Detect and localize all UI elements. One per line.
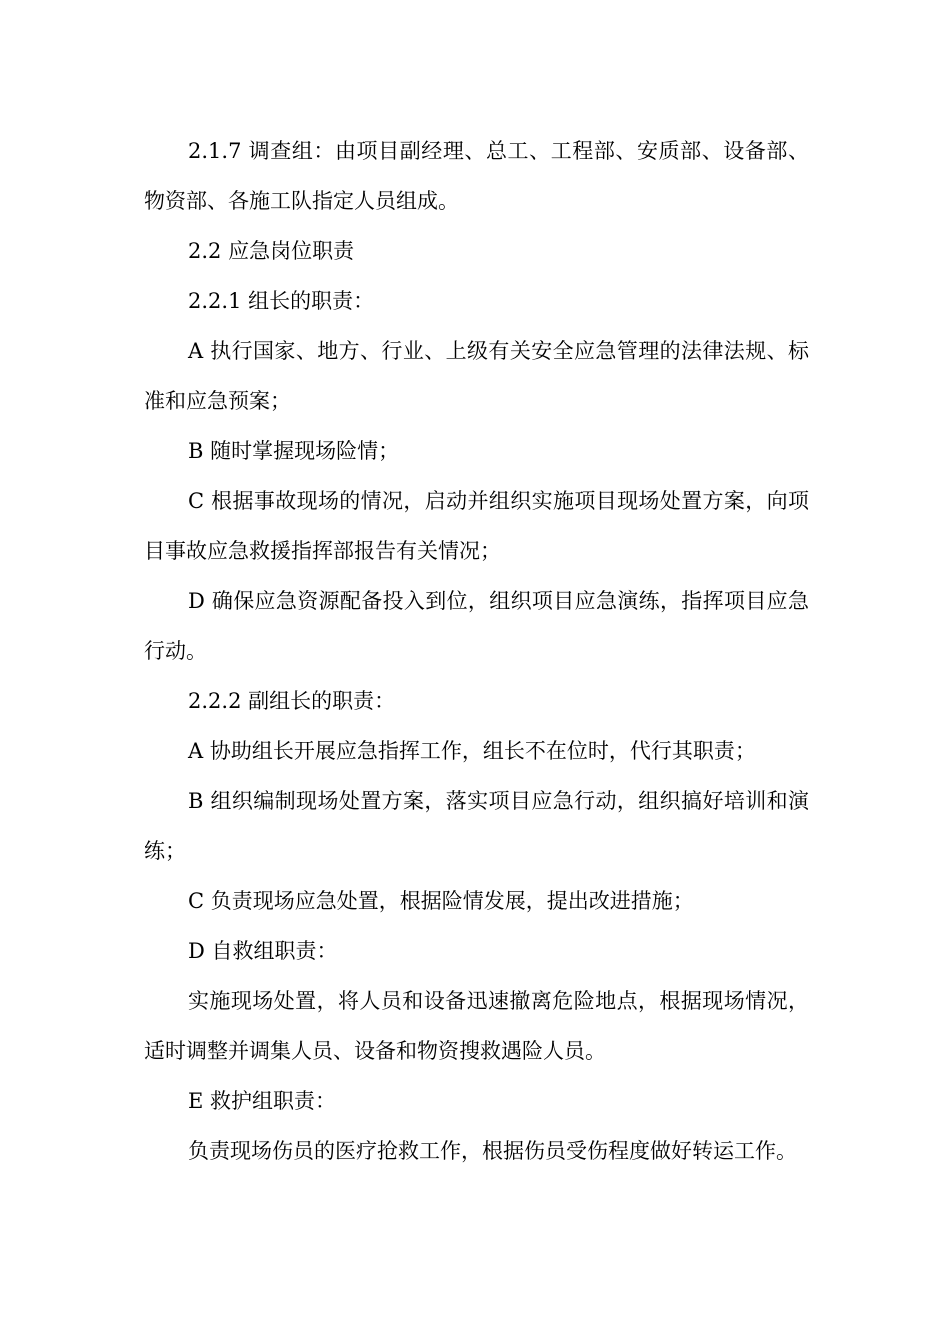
heading-self-rescue-group: D 自救组职责： (188, 939, 338, 963)
paragraph-2-1-7-investigation-group: 2.1.7 调查组：由项目副经理、总工、工程部、安质部、设备部、物资部、各施工队指定人员组成。 (144, 139, 809, 213)
self-rescue-group-duty: 实施现场处置，将人员和设备迅速撤离危险地点，根据现场情况，适时调整并调集人员、设备和物资搜救遇险人员。 (144, 989, 809, 1063)
leader-duty-a: A 执行国家、地方、行业、上级有关安全应急管理的法律法规、标准和应急预案； (144, 339, 809, 413)
leader-duty-d: D 确保应急资源配备投入到位，组织项目应急演练，指挥项目应急行动。 (144, 589, 809, 663)
heading-2-2-2-deputy-duties: 2.2.2 副组长的职责： (188, 689, 396, 713)
leader-duty-b: B 随时掌握现场险情； (188, 439, 400, 463)
deputy-duty-c: C 负责现场应急处置，根据险情发展，提出改进措施； (188, 889, 694, 913)
medical-group-duty: 负责现场伤员的医疗抢救工作，根据伤员受伤程度做好转运工作。 (188, 1139, 797, 1163)
leader-duty-c: C 根据事故现场的情况，启动并组织实施项目现场处置方案，向项目事故应急救援指挥部报告有关情况； (144, 489, 809, 563)
document-body (144, 126, 809, 1176)
deputy-duty-b: B 组织编制现场处置方案，落实项目应急行动，组织搞好培训和演练； (144, 789, 809, 863)
heading-2-2-emergency-duties: 2.2 应急岗位职责 (188, 239, 355, 263)
deputy-duty-a: A 协助组长开展应急指挥工作，组长不在位时，代行其职责； (188, 739, 756, 763)
heading-2-2-1-leader-duties: 2.2.1 组长的职责： (188, 289, 375, 313)
heading-medical-group: E 救护组职责： (188, 1089, 337, 1113)
